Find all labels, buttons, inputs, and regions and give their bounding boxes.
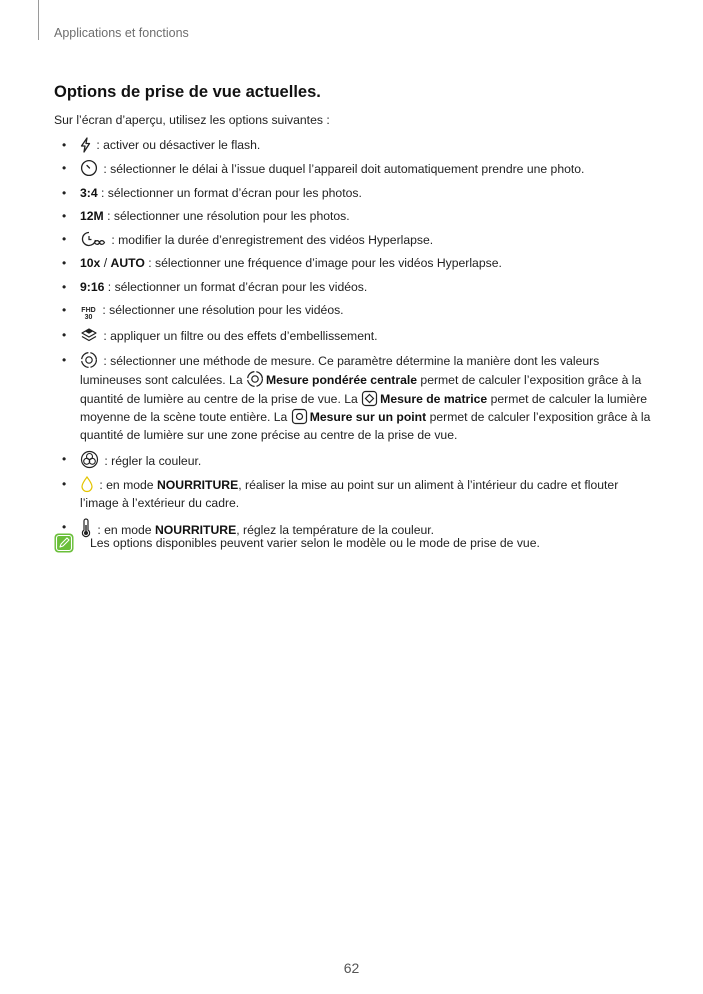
list-item-video-resolution: • FHD 30 : sélectionner une résolution pour les vidéos. — [62, 303, 344, 322]
intro-text: Sur l’écran d’aperçu, utilisez les options suivantes : — [54, 113, 330, 127]
note-box — [54, 533, 654, 555]
header-title: Applications et fonctions — [54, 26, 189, 40]
matrix-metering-icon — [361, 390, 378, 407]
list-item-color-temperature: • : en mode NOURRITURE, réglez la température de la couleur. — [62, 519, 435, 537]
list-item-photo-ratio: • 3:4 : sélectionner un format d’écran pour les photos. — [62, 185, 362, 200]
center-weighted-icon — [246, 370, 264, 388]
list-item-filter: • : appliquer un filtre ou des effets d’embellissement. — [62, 328, 378, 344]
section-title: Options de prise de vue actuelles. — [54, 83, 321, 101]
note-pencil-icon — [54, 533, 74, 553]
options-list — [54, 136, 654, 544]
filter-effects-icon — [80, 326, 98, 344]
list-item-color-tone: • : régler la couleur. — [62, 451, 202, 468]
list-item-hyperlapse-duration: • : modifier la durée d’enregistrement des vidéos Hyperlapse. — [62, 232, 434, 248]
timer-icon — [80, 159, 98, 177]
header-rule — [38, 0, 39, 40]
metering-icon — [80, 351, 98, 369]
note-text: Les options disponibles peuvent varier selon le modèle ou le mode de prise de vue. — [90, 536, 540, 550]
fhd-30-icon: FHD 30 — [81, 306, 96, 322]
list-item-hyperlapse-framerate: • 10x / AUTO : sélectionner une fréquence d’image pour les vidéos Hyperlapse. — [62, 256, 502, 271]
list-item-flash: • : activer ou désactiver le flash. — [62, 138, 261, 152]
color-tone-icon — [80, 450, 99, 469]
list-item-video-ratio: • 9:16 : sélectionner un format d’écran pour les vidéos. — [62, 279, 368, 294]
hyperlapse-duration-icon — [80, 230, 106, 248]
list-item-timer: • : sélectionner le délai à l’issue duquel l’appareil doit automatiquement prendre une photo. — [62, 161, 585, 177]
food-focus-icon — [80, 475, 94, 493]
spot-metering-icon — [291, 408, 308, 425]
list-item-metering: • : sélectionner une méthode de mesure. Ce paramètre détermine la manière dont les valeurs lumineuses sont calculées. La Mesure pondérée centrale permet de calculer l’exposition grâce à la quantité de lumière au centre de la prise de vue. La Mesure de matrice permet de calculer la lumière moyenne de la scène toute entière. La Mesure sur un point permet de calculer l’exposition grâce à la quantité de lumière sur une zone précise au centre de la prise de vue. — [62, 352, 651, 443]
list-item-food-focus: • : en mode NOURRITURE, réaliser la mise au point sur un aliment à l’intérieur du cadre et flouter l’image à l’extérieur du cadre. — [62, 476, 619, 511]
list-item-photo-resolution: • 12M : sélectionner une résolution pour les photos. — [62, 208, 350, 223]
page-number: 62 — [343, 960, 360, 976]
flash-icon — [80, 137, 91, 153]
